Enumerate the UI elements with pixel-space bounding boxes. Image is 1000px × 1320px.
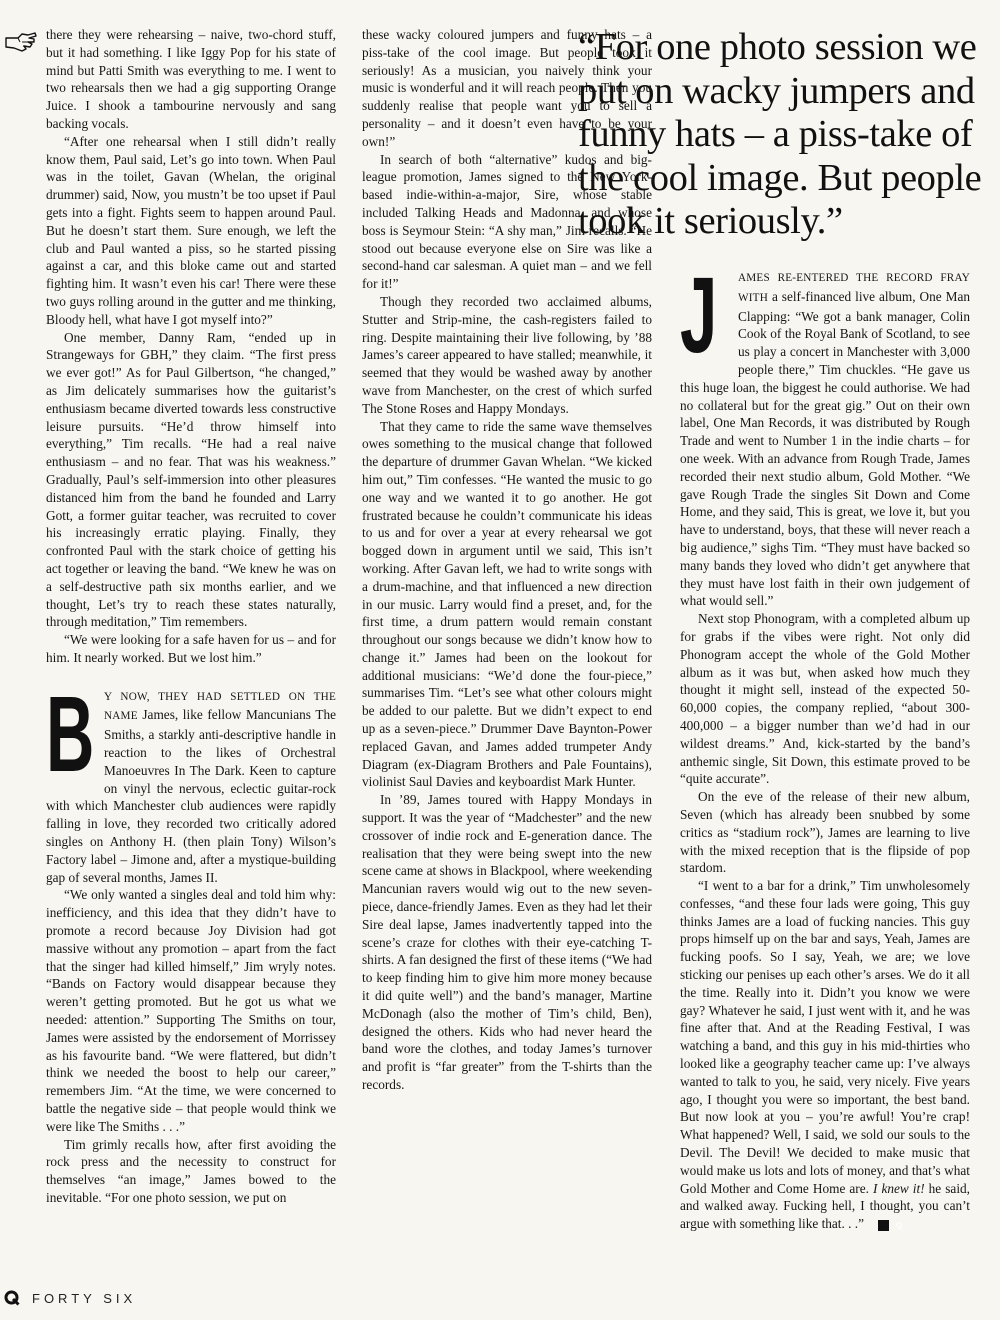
pull-quote: “For one photo session we put on wacky jumpers and funny hats – a piss-take of the cool image. But people took it seriously.” bbox=[578, 26, 982, 242]
paragraph-text: he said, and walked away. Fucking hell, I thought, you can’t argue with something like that. . .” bbox=[680, 1180, 970, 1232]
paragraph: In search of both “alternative” kudos and big-league promotion, James signed to the New York-based indie-within-a-major, Sire, whose stable included Talking Heads and Madonna, and whose boss is Seymour Stein: “A shy man,” Jim recalls. “He stood out because everyone else on Sire was like a second-hand car salesman. A quiet man – and we fell for it!” bbox=[362, 151, 652, 292]
column-1 bbox=[46, 26, 336, 1207]
drop-cap-j: J bbox=[680, 254, 718, 375]
paragraph: “We only wanted a singles deal and told him why: inefficiency, and this idea that they didn’t have to promote a record because Joy Division had got massive without any promotion – apart from the fact that the singer had killed himself,” Jim wryly notes. “Bands on Factory would disappear because they weren’t getting promoted. But he got us what we needed: attention.” Supporting The Smiths on tour, James were assisted by the endorsement of Morrissey as his favourite band. “We were flattered, but didn’t think we needed the boost to help our career,” remembers Jim. “At the time, we were concerned to battle the negative side – that people would think we were like The Smiths . . .” bbox=[46, 887, 336, 1134]
paragraph: these wacky coloured jumpers and funny hats – a piss-take of the cool image. But people took it seriously! As a musician, you naively think your music is wonderful and it will reach people. Then you suddenly realise that people want you to sell a personality – and it doesn’t even have to be your own!” bbox=[362, 27, 652, 149]
section-start-paragraph bbox=[46, 672, 336, 887]
paragraph: On the eve of the release of their new album, Seven (which has already been snubbed by some critics as “stadium rock”), James are learning to live with the mixed reception that is the flipside of pop stardom. bbox=[680, 789, 970, 876]
lead-in-caps: AMES RE-ENTERED THE RECORD FRAY WITH bbox=[738, 272, 970, 304]
paragraph-text: James, like fellow Mancunians The Smiths, a starkly anti-descriptive handle in reaction to the likes of Orchestral Manoeuvres In The Dark. Keen to capture on vinyl the nervous, eclectic guitar-rock with which Manchester club audiences were rapidly falling in love, they recorded two critically adored singles on Anthony H. (then plain Tony) Wilson’s Factory label – Jimone and, after a mystique-building gap of several months, James II. bbox=[46, 707, 336, 885]
paragraph: “After one rehearsal when I still didn’t really know them, Paul said, Let’s go into town. When Paul was in the toilet, Gavan (Whelan, the original drummer) said, Now, you mustn’t be too upset if Paul gets into a fight. Fights seem to happen around Paul. But he doesn’t start them. Sure enough, we left the club and Paul wanted a piss, so he started pissing against a car, and this bloke came out and started fighting him. It wasn’t even his car! There were these two guys rolling around in the gutter and me thinking, Bloody hell, what have I got myself into?” bbox=[46, 133, 336, 327]
paragraph: “We were looking for a safe haven for us – and for him. It nearly worked. But we lost him.” bbox=[46, 632, 336, 665]
page-footer bbox=[4, 1290, 136, 1306]
drop-cap-b: B bbox=[46, 672, 95, 794]
paragraph bbox=[680, 877, 970, 1233]
paragraph-text: a self-financed live album, One Man Clapping: “We got a bank manager, Colin Cook of the Royal Bank of Scotland, to see us play a concert in Manchester with 3,000 people there,” Tim chuckles. “He gave us this huge loan, the biggest he could authorise. We had no collateral but for the great gig.” Out on their own label, One Man Records, it was distributed by Rough Trade and went to Number 1 in the indie charts – for one week. With an advance from Rough Trade, James recorded their next studio album, Gold Mother. “We gave Rough Trade the singles Sit Down and Come Home, and they said, This is great, we love it, but you have to understand, boys, that these will never reach a big audience,” sighs Tim. “They must have backed so many bands they loved who didn’t get anywhere that they must have lost faith in their own judgement of what would sell.” bbox=[680, 288, 970, 609]
paragraph: Next stop Phonogram, with a completed album up for grabs if the vibes were right. Not only did Phonogram accept the whole of the Gold Mother album as it was but, when asked how much they thought it might sell, instead of the expected 50-60,000 copies, the company replied, “about 300-400,000 – a bigger number than we’d had in our wildest dreams.” And, kick-started by the band’s anthemic single, Sit Down, this estimate proved to be “quite accurate”. bbox=[680, 611, 970, 787]
italic-text: I knew it! bbox=[872, 1180, 925, 1196]
paragraph: In ’89, James toured with Happy Mondays in support. It was the year of “Madchester” and the new crossover of indie rock and E-generation dance. The realisation that they were being swept into the new scene came at shows in Blackpool, where weekending Mancunian ravers would wig out to the new seven-piece, dance-friendly James. Even as they had let their Sire deal lapse, James inadvertently tapped into the scene’s craze for clothes with their eye-catching T-shirts. A fan designed the first of these items (“We had to keep finding him to give him more money because it did quite well”) and the band’s manager, Martine McDonagh (also the mother of Tim’s child, Ben), designed the others. Kids who had never heard the band wore the clothes, and today James’s turnover and profit is “far greater” from the T-shirts than the records. bbox=[362, 792, 652, 1093]
lead-in-caps: Y NOW, THEY HAD SETTLED ON THE NAME bbox=[104, 690, 336, 723]
paragraph-text: “I went to a bar for a drink,” Tim unwholesomely confesses, “and these four lads were going, This guy thinks James are a load of fucking nancies. This guy props himself up on the bar and says, Yeah, James are fucking poofs. So I say, Yeah, we are; we love sticking our penises up each other’s arses. We do it all the time. Really into it. Didn’t you know we were gay? Whatever he said, I just went with it, and he was fine after that. And at the Reading Festival, I was watching a band, and this guy in his mid-thirties who looked like a geography teacher came up: I’ve always wanted to talk to you, he said, very nicely. Five years ago, I thought you were so important, the best band. But now look at you – you’re awful! You’re crap! What happened? Well, I said, we sold our souls to the Devil. The Devil! We decided to make music that would make us lots and lots of money, and that’s what Gold Mother and Come Home are. bbox=[680, 878, 970, 1196]
paragraph: That they came to ride the same wave themselves owes something to the musical change that followed the departure of drummer Gavan Whelan. “We kicked him out,” Tim confesses. “He wanted the music to go one way and we wanted it to go another. He got frustrated because he couldn’t communicate his ideas to us and for over a year at every rehearsal we got bogged down in argument until we said, This isn’t working. After Gavan left, we had to write songs with a drum-machine, and that influenced a new direction in our music. Larry would find a preset, and, for the first time, a drum pattern would remain constant throughout our songs because we didn’t know how to change it.” James had been on the lookout for additional musicians: “We’d done the four-piece,” summarises Tim. “Let’s see what other colours might be added to our palette. But we didn’t expect to end up as a seven-piece.” Drummer Dave Baynton-Power replaced Gavan, and James added trumpeter Andy Diagram (ex-Diagram Brothers and Pale Fountains), violinist Saul Davies and keyboardist Mark Hunter. bbox=[362, 418, 652, 790]
end-mark-icon: Q bbox=[878, 1220, 889, 1231]
section-start-paragraph bbox=[680, 254, 970, 610]
column-3 bbox=[680, 254, 970, 1233]
paragraph: Tim grimly recalls how, after first avoiding the rock press and the necessity to construct for themselves “an image,” James bowed to the inevitable. “For one photo session, we put on bbox=[46, 1136, 336, 1205]
paragraph: One member, Danny Ram, “ended up in Strangeways for GBH,” they claim. “The first press we ever got!” As for Paul Gilbertson, “he changed,” as Jim delicately summarises how the guitarist’s enthusiasm became diverted towards less constructive leisure pursuits. “He’d throw himself into everything,” Tim recalls. “He had a real naive enthusiasm – and no fear. That was his weakness.” Gradually, Paul’s self-immersion into other pleasures distanced him from the band he founded and Larry Gott, a former guitar teacher, was recruited to cover his increasingly erratic playing. Finally, they confronted Paul with the stark choice of getting his act together or leaving the band. “We knew he was on a self-destructive path six months earlier, and we thought, Let’s try to reach these states naturally, through meditation,” Tim remembers. bbox=[46, 329, 336, 630]
paragraph: Though they recorded two acclaimed albums, Stutter and Strip-mine, the cash-registers failed to ring. Despite maintaining their live following, by ’88 James’s career appeared to have stalled; meanwhile, it seemed that they would be washed away by another wave from Manchester, on the crest of which surfed The Stone Roses and Happy Mondays. bbox=[362, 293, 652, 416]
pointing-hand-icon bbox=[4, 30, 38, 52]
q-logo-icon bbox=[4, 1290, 20, 1306]
paragraph: there they were rehearsing – naive, two-chord stuff, but it had something. I like Iggy Pop for his state of mind but Patti Smith was everything to me. I went to two rehearsals then we had a gig supporting Orange Juice. I shook a tambourine nervously and sang backing vocals. bbox=[46, 27, 336, 131]
page-number-label: FORTY SIX bbox=[32, 1290, 137, 1306]
